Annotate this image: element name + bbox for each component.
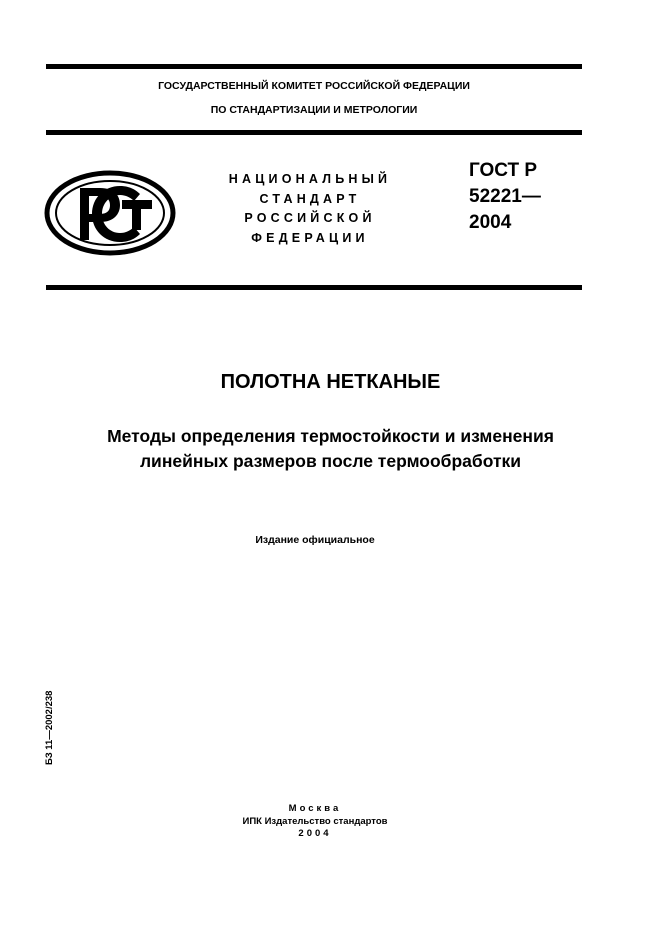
national-line: РОССИЙСКОЙ xyxy=(244,211,376,225)
designation-line: 2004 xyxy=(469,212,512,233)
standard-block-rule xyxy=(46,285,582,290)
committee-line-1: ГОСУДАРСТВЕННЫЙ КОМИТЕТ РОССИЙСКОЙ ФЕДЕРАЦИИ xyxy=(158,80,470,92)
committee-line-2: ПО СТАНДАРТИЗАЦИИ И МЕТРОЛОГИИ xyxy=(210,104,418,116)
designation-line: ГОСТ Р xyxy=(469,160,538,181)
designation-line: 52221— xyxy=(469,186,541,207)
imprint-publisher: ИПК Издательство стандартов xyxy=(242,815,388,827)
document-subtitle xyxy=(40,424,621,474)
imprint-year: 2004 xyxy=(298,828,332,839)
document-title: ПОЛОТНА НЕТКАНЫЕ xyxy=(220,371,441,393)
national-standard-label xyxy=(205,170,415,248)
subtitle-line: Методы определения термостойкости и изменения xyxy=(107,426,554,446)
imprint-city: Москва xyxy=(288,803,342,814)
side-code: БЗ 11—2002/238 xyxy=(44,690,55,765)
subtitle-line: линейных размеров после термообработки xyxy=(139,451,522,471)
national-line: СТАНДАРТ xyxy=(259,191,361,206)
top-rule xyxy=(46,64,582,69)
national-line: НАЦИОНАЛЬНЫЙ xyxy=(228,172,392,186)
imprint xyxy=(0,803,630,841)
edition-note: Издание официальное xyxy=(255,534,375,546)
standard-designation xyxy=(469,158,541,236)
national-line: ФЕДЕРАЦИИ xyxy=(251,230,369,245)
header-bottom-rule xyxy=(46,130,582,135)
gost-r-certification-mark-icon xyxy=(44,170,176,256)
